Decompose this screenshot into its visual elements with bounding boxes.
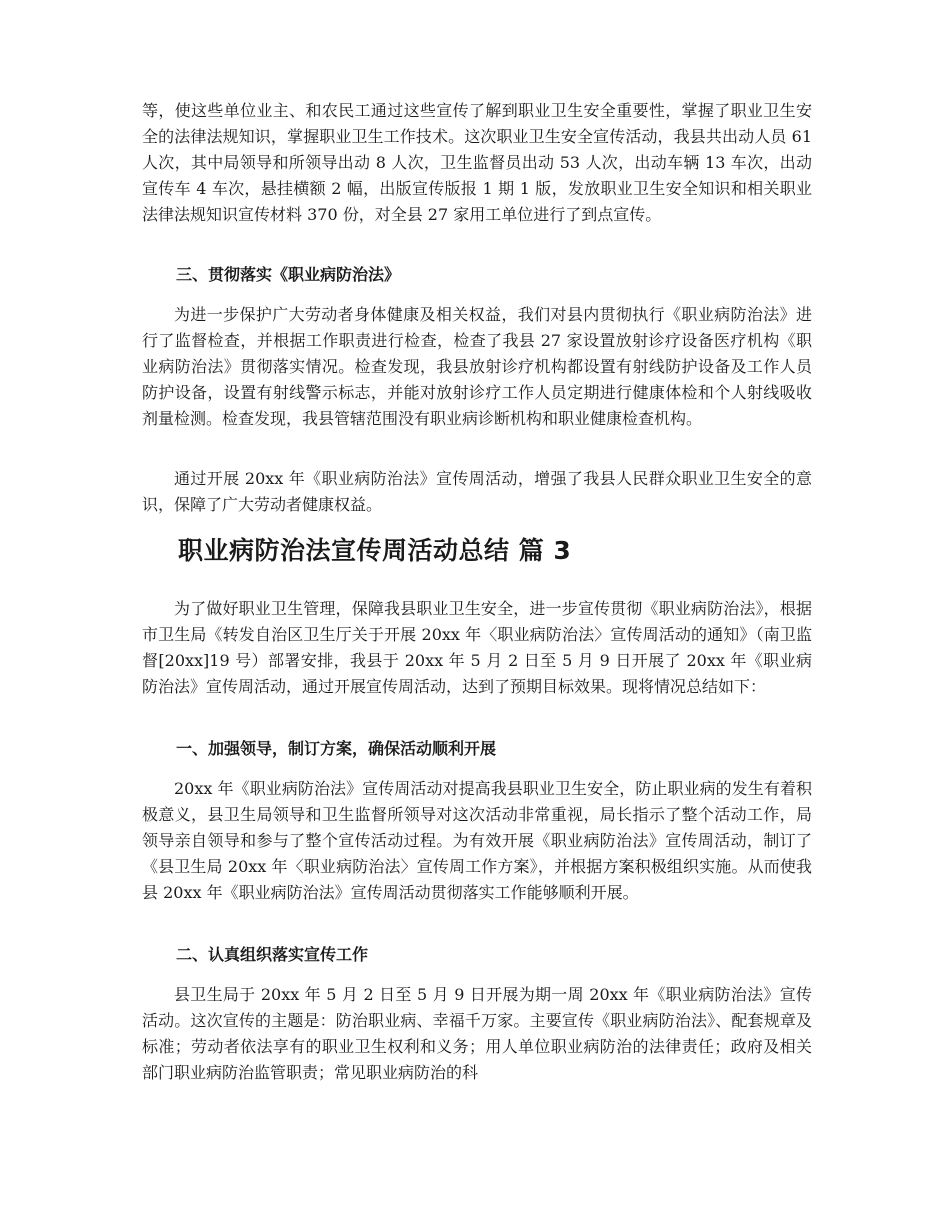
paragraph-publicity: 县卫生局于 20xx 年 5 月 2 日至 5 月 9 日开展为期一周 20xx 年《职业病防治法》宣传活动。这次宣传的主题是：防治职业病、幸福千万家。主要宣传《职业病防治法》、配套规章及标准；劳动者依法享有的职业卫生权利和义务；用人单位职业病防治的法律责任；政府及相关部门职业病防治监管职责；常见职业病防治的科 [142, 985, 812, 1082]
paragraph-leadership: 20xx 年《职业病防治法》宣传周活动对提高我县职业卫生安全，防止职业病的发生有着积极意义，县卫生局领导和卫生监督所领导对这次活动非常重视，局长指示了整个活动工作，局领导亲自领导和参与了整个宣传活动过程。为有效开展《职业病防治法》宣传周活动，制订了《县卫生局 20xx 年〈职业病防治法〉宣传周工作方案》，并根据方案积极组织实施。从而使我县 20xx 年《职业病防治法》宣传周活动贯彻落实工作能够顺利开展。 [142, 779, 812, 902]
paragraph-conclusion: 通过开展 20xx 年《职业病防治法》宣传周活动，增强了我县人民群众职业卫生安全的意识，保障了广大劳动者健康权益。 [142, 469, 812, 514]
paragraph-supervision-check: 为进一步保护广大劳动者身体健康及相关权益，我们对县内贯彻执行《职业病防治法》进行了监督检查，并根据工作职责进行检查，检查了我县 27 家设置放射诊疗设备医疗机构《职业病防治法》贯彻落实情况。检查发现，我县放射诊疗机构都设置有射线防护设备及工作人员防护设备，设置有射线警示标志，并能对放射诊疗工作人员定期进行健康体检和个人射线吸收剂量检测。检查发现，我县管辖范围没有职业病诊断机构和职业健康检查机构。 [142, 305, 812, 428]
paragraph-outreach-stats: 等，使这些单位业主、和农民工通过这些宣传了解到职业卫生安全重要性，掌握了职业卫生安全的法律法规知识，掌握职业卫生工作技术。这次职业卫生安全宣传活动，我县共出动人员 61 人次，其中局领导和所领导出动 8 人次，卫生监督员出动 53 人次，出动车辆 13 车次，出动宣传车 4 车次，悬挂横额 2 幅，出版宣传版报 1 期 1 版，发放职业卫生安全知识和相关职业法律法规知识宣传材料 370 份，对全县 27 家用工单位进行了到点宣传。 [142, 101, 812, 224]
document-title: 职业病防治法宣传周活动总结 篇 3 [178, 536, 572, 565]
section-heading-leadership: 一、加强领导，制订方案，确保活动顺利开展 [176, 739, 497, 758]
paragraph-introduction: 为了做好职业卫生管理，保障我县职业卫生安全，进一步宣传贯彻《职业病防治法》，根据市卫生局《转发自治区卫生厅关于开展 20xx 年〈职业病防治法〉宣传周活动的通知》（南卫监督[20xx]19 号）部署安排，我县于 20xx 年 5 月 2 日至 5 月 9 日开展了 20xx 年《职业病防治法》宣传周活动，通过开展宣传周活动，达到了预期目标效果。现将情况总结如下： [142, 599, 812, 696]
section-heading-implement-law: 三、贯彻落实《职业病防治法》 [176, 265, 401, 284]
section-heading-publicity: 二、认真组织落实宣传工作 [176, 945, 369, 964]
